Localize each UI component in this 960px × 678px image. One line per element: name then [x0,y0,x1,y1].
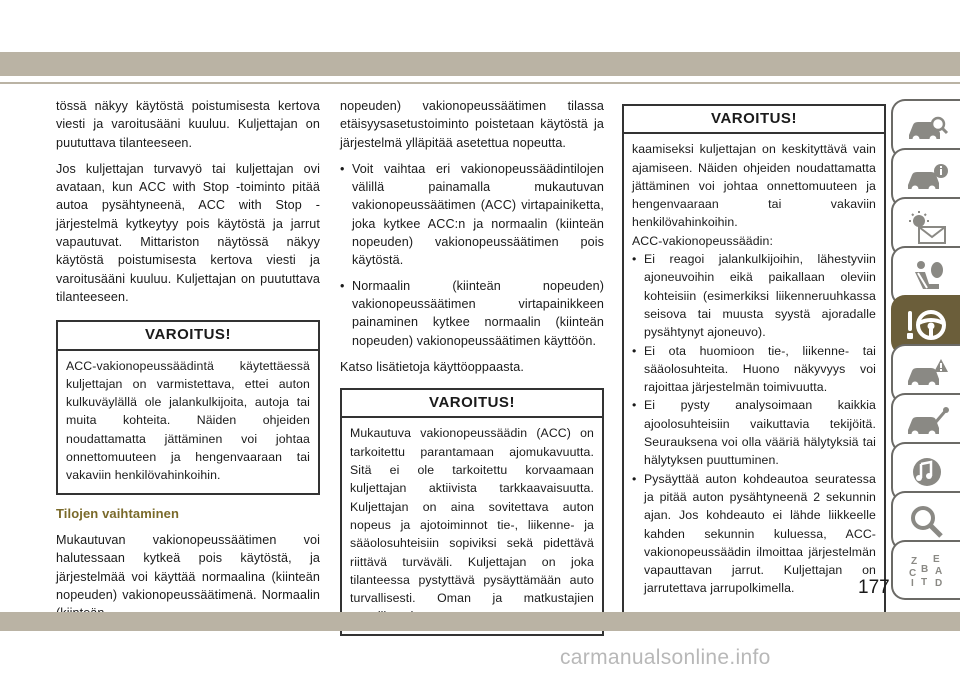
index-letter: Z [910,556,917,567]
list-item: • Voit vaihtaa eri vakionopeussäädintilojen välillä painamalla mukautuvan vakionopeussäätimen (ACC) virtapainiketta, joka kytkee ACC:n ja normaalin (kiinteän nopeuden) vakionopeussäätimen pois käytöstä. [340,160,604,270]
list-item: • Ei pysty analysoimaan kaikkia ajoolosuhteisiin vaikuttavia tekijöitä. Seurauksena voi olla vääriä hälytyksiä tai hälytyksen puuttuminen. [632,396,876,469]
warning-title: VAROITUS! [342,390,602,418]
bottom-color-band [0,612,960,631]
warning-body [342,418,602,633]
watermark: carmanualsonline.info [560,646,771,669]
index-letter: D [934,578,942,588]
warning-light-envelope-icon [905,209,949,245]
index-letter: A [934,566,942,577]
warning-title: VAROITUS! [58,322,318,350]
top-divider-line [0,82,960,84]
chapter-tabs [891,99,960,589]
col1-paragraph-2: Jos kuljettajan turvavyö tai kuljettajan ovi avataan, kun ACC with Stop -toiminto pitää autoa pysähtyneenä, ACC with Stop -järjestelmä kytkeytyy pois käytöstä ja jarrut vapautuvat. Mittariston näytössä näkyy käytöstä poistumisesta kertova viesti ja varoitusääni kuuluu. Kuljettajan on puututtava tilanteeseen. [56,161,320,304]
warning-box-2 [340,388,604,636]
index-letter: C [908,568,916,579]
car-info-icon [905,160,949,196]
warning-subtitle: ACC-vakionopeussäädin: [632,233,773,248]
index-letters-icon [905,552,949,588]
car-warning-icon [905,356,949,392]
warning-text: ACC-vakionopeussäädintä käytettäessä kuljettajan on varmistettava, ettei auton kulkuväylällä ole jalankulkijoita, autoja tai muita kohteita. Näiden ohjeiden noudattamatta jättäminen voi johtaa onnettomuuteen ja hengenvaaraan tai vakaviin henkilövahinkoihin. [66,358,310,483]
column-3 [622,104,886,626]
list-item: • Pysäyttää auton kohdeautoa seuratessa ja pitää auton pysähtyneenä 2 sekunnin ajan. Jos kohdeauto ei lähde liikkeelle kahden sekunnin kuluessa, ACC-vakionopeussäädin ilmoittaa järjestelmän vapauttavan jarrut. Kuljettajan on jarrutettava jarrupolkimella. [632,470,876,598]
list-item: • Normaalin (kiinteän nopeuden) vakionopeussäätimen virtapainikkeen painaminen kytkee normaalin (kiinteän nopeuden) vakionopeussäätimen käyttöön. [340,277,604,350]
warning-text: kaamiseksi kuljettajan on keskityttävä vain ajamiseen. Näiden ohjeiden noudattamatta jättäminen voi johtaa onnettomuuteen ja hengenvaaraan tai vakaviin henkilövahinkoihin. [632,142,876,230]
search-icon [905,503,949,539]
warning-text: Mukautuva vakionopeussäädin (ACC) on tarkoitettu parantamaan ajomukavuutta. Sitä ei ole tarkoitettu korvaamaan kuljettajan aktiivista tarkkaavaisuutta. Kuljettajan on aina sovitettava auton nopeus ja ajotoiminnot tie-, liikenne- ja sääolosuhteisiin sopiviksi sekä pidettävä riittävä turväväli. Kuljettajan on joka tilanteessa pystyttävä pysäyttämään auto turvallisesti. Oman ja matkustajien [350,426,594,606]
col1-paragraph-1: tössä näkyy käytöstä poistumisesta kertova viesti ja varoitusääni kuuluu. Kuljettajan on puututtava tilanteeseen. [56,99,320,150]
warning-box-3 [622,104,886,616]
index-letter: T [920,577,927,588]
steering-wheel-icon [905,307,949,343]
top-color-band [0,52,960,76]
tab-index[interactable] [891,540,960,600]
list-item: • Ei ota huomioon tie-, liikenne- tai sääolosuhteita. Huono näkyvyys voi rajoittaa järjestelmän toimivuutta. [632,342,876,397]
warning-box-1 [56,320,320,494]
car-tools-icon [905,405,949,441]
section-heading: Tilojen vaihtaminen [56,505,180,521]
multimedia-icon [905,454,949,490]
col2-paragraph-2: Katso lisätietoja käyttöoppaasta. [340,359,524,374]
airbag-seat-icon [905,258,949,294]
col1-paragraph-3: Mukautuvan vakionopeussäätimen voi halutessaan kytkeä pois käytöstä, ja järjestelmää voi käyttää normaalina (kiinteän nopeuden) vakionopeussäätimenä. Normaalin [56,532,320,602]
car-magnifier-icon [905,111,949,147]
warning-body [58,351,318,493]
index-letter: B [920,564,928,575]
index-letter: I [910,578,914,588]
warning-bullet-list [632,250,876,598]
page-number: 177 [858,577,890,598]
column-2 [340,97,604,646]
col2-paragraph-1: nopeuden) vakionopeussäätimen tilassa etäisyysasetustoiminto poistetaan käytöstä ja järjestelmä ylläpitää asetettua nopeutta. [340,99,604,150]
warning-title: VAROITUS! [624,106,884,134]
warning-body [624,134,884,613]
column-1 [56,97,320,630]
list-item: • Ei reagoi jalankulkijoihin, lähestyviin ajoneuvoihin eikä paikallaan oleviin kohteisiin (esimerkiksi liikenneruuhkassa seisova tai muusta syystä ajoradalle pysähtynyt ajoneuvo). [632,250,876,341]
col2-bullet-list [340,160,604,350]
index-letter: E [932,554,940,565]
